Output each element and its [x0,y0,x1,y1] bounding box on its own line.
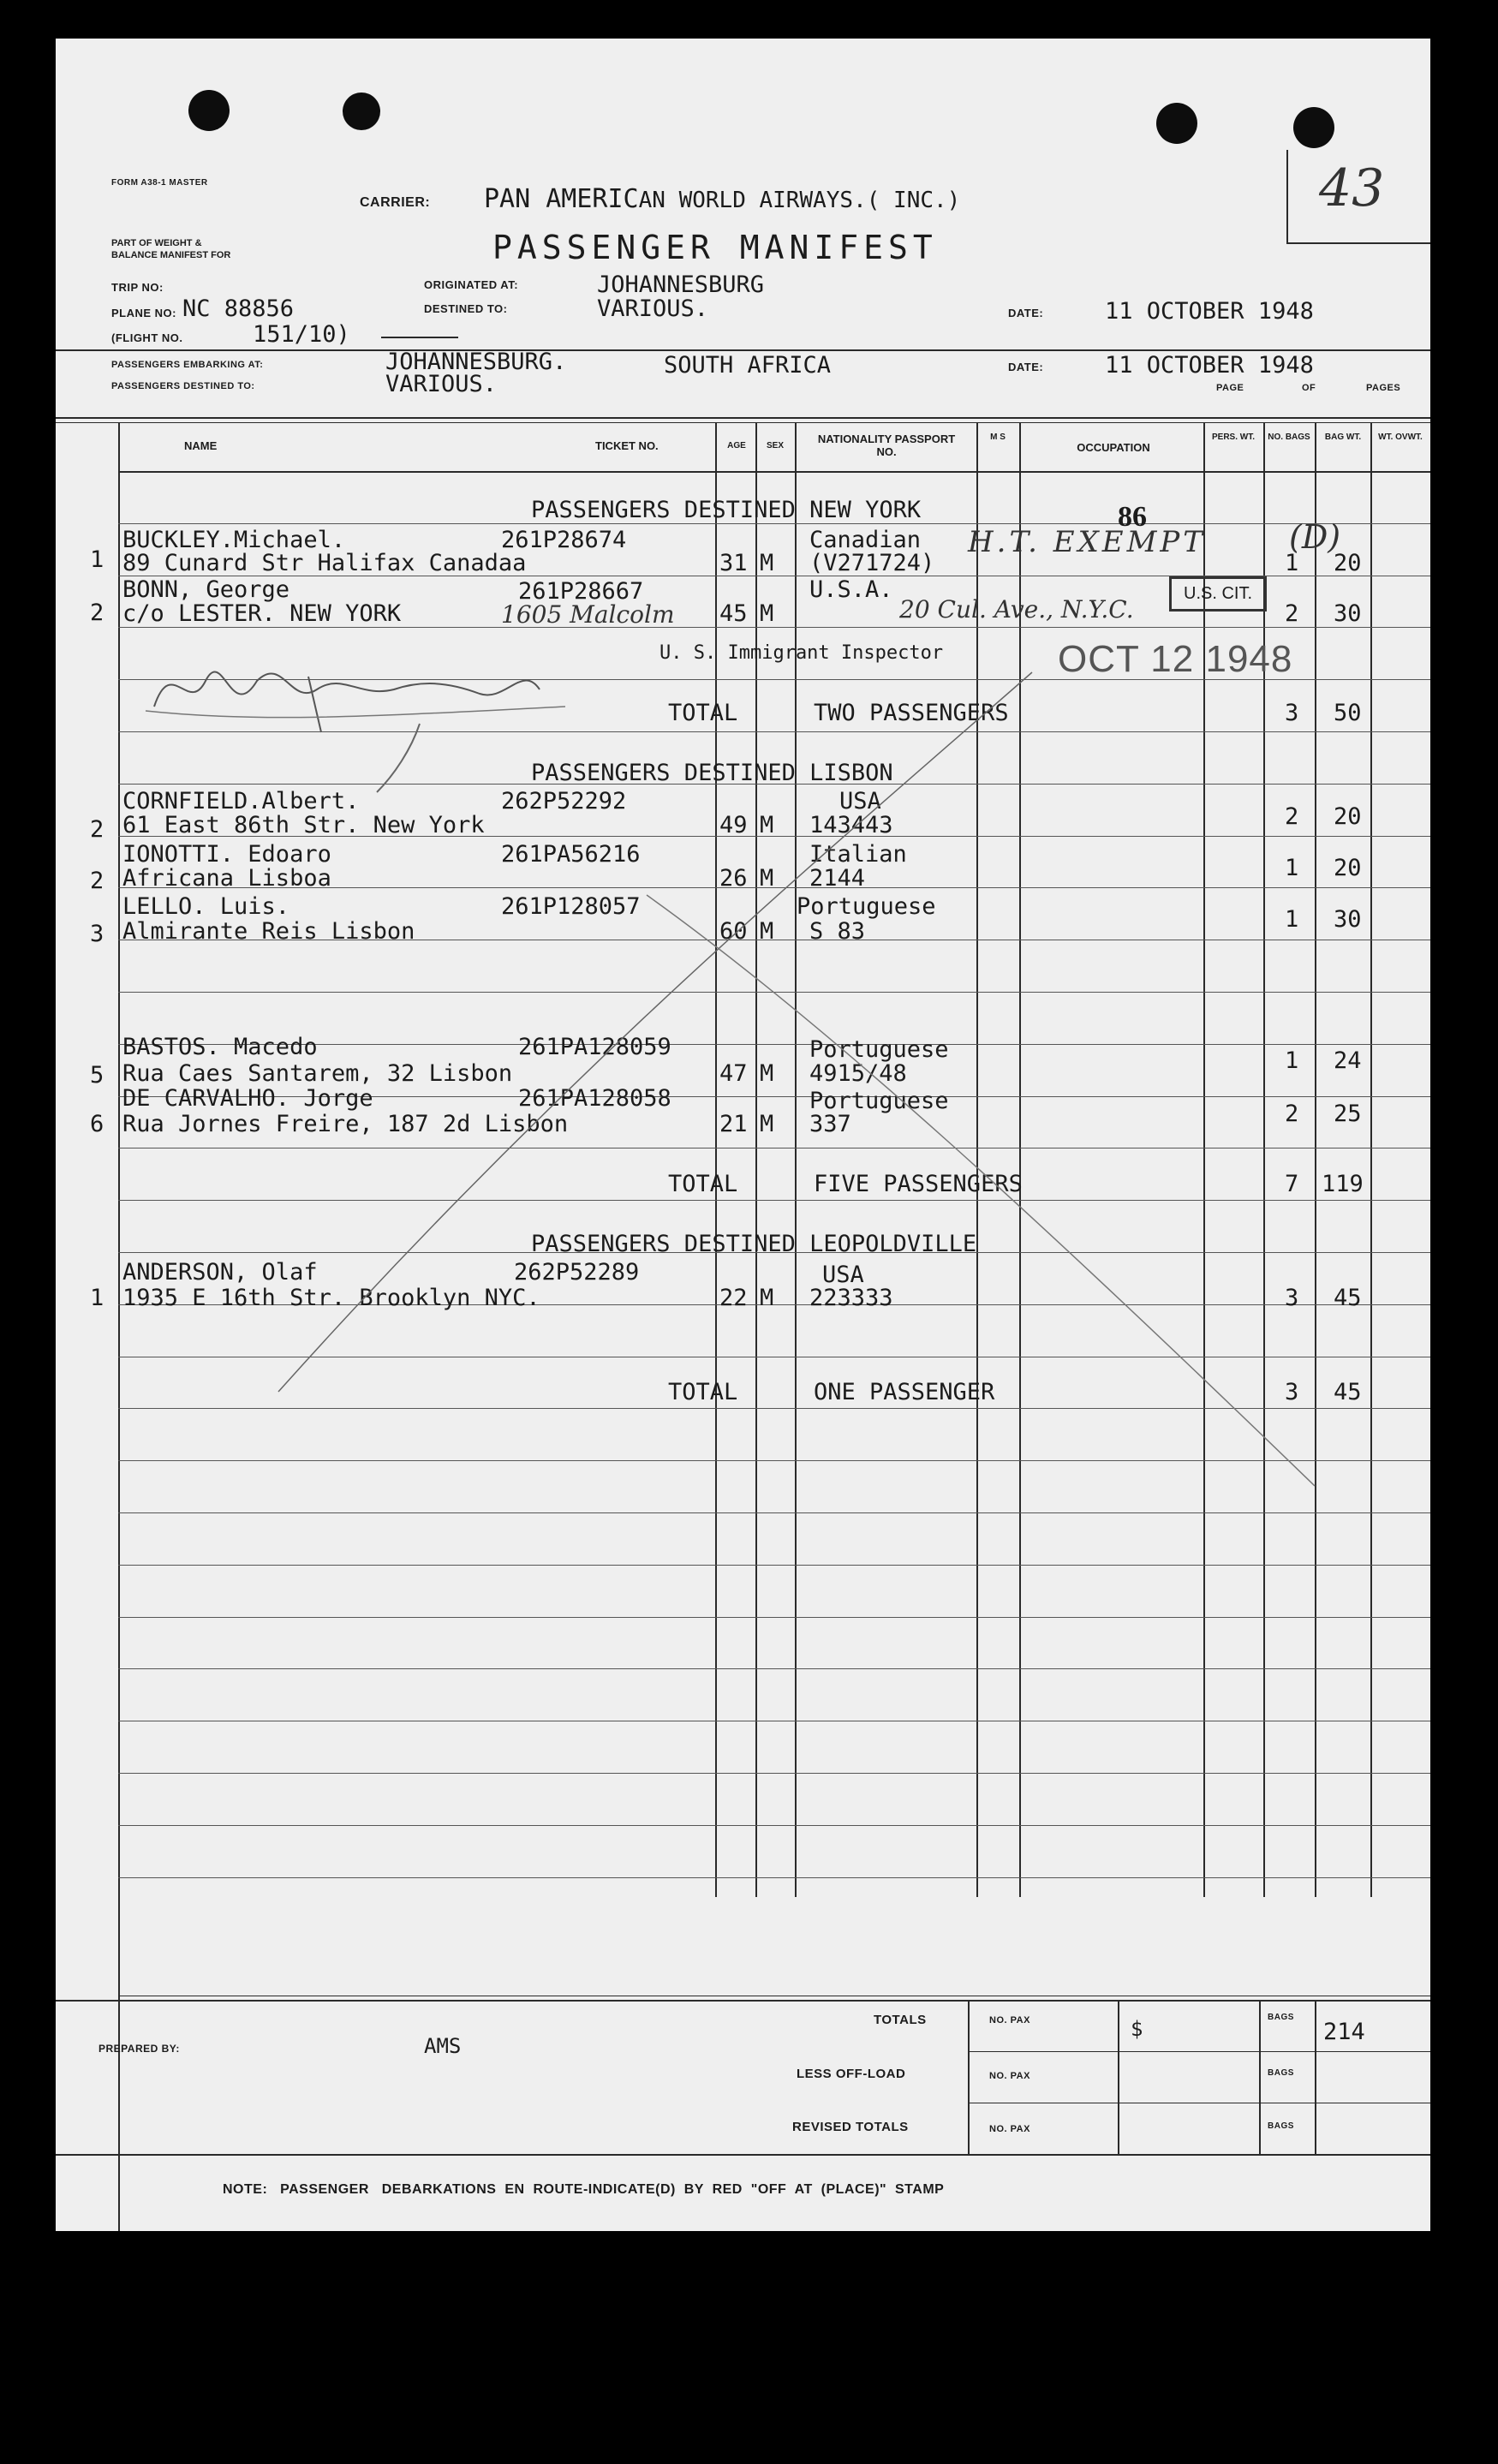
date-label-2: DATE: [1008,361,1044,373]
ticket-number: 261PA128058 [518,1085,671,1112]
passenger-address: c/o LESTER. NEW YORK [122,600,402,627]
destined-to-label: DESTINED TO: [424,302,508,315]
embarking-label: PASSENGERS EMBARKING AT: [111,360,264,370]
sex: M [760,600,774,627]
age: 49 [719,812,748,838]
sex: M [760,865,774,892]
nationality: Canadian [809,527,922,553]
prepared-by-label: PREPARED BY: [98,2043,180,2055]
col-pers-wt: PERS. WT. [1211,433,1255,442]
passenger-name: CORNFIELD.Albert. [122,788,360,814]
bags-label: BAGS [1268,2013,1294,2022]
flight-no-value: 151/10) [253,321,350,348]
bag-wt: 45 [1334,1285,1362,1311]
page-number: 43 [1319,158,1385,218]
bag-wt: 20 [1334,855,1362,881]
passport: 223333 [809,1285,893,1311]
strike-lines [56,39,1430,2231]
total-label: TOTAL [668,700,738,726]
age: 45 [719,600,748,627]
dollar-sign: $ [1131,2017,1143,2041]
passenger-address: 1935 E 16th Str. Brooklyn NYC. [122,1285,540,1311]
age: 60 [719,918,748,945]
originated-at-label: ORIGINATED AT: [424,278,519,291]
age: 26 [719,865,748,892]
inspector-stamp: U. S. Immigrant Inspector [659,642,944,664]
row-number: 2 [90,816,104,843]
carrier-label: CARRIER: [360,195,431,210]
no-bags: 1 [1285,855,1299,881]
bag-wt: 20 [1334,803,1362,830]
destined-value: VARIOUS. [385,371,498,397]
nationality: Portuguese [797,893,936,920]
row-number: 5 [90,1062,104,1089]
sex: M [760,550,774,576]
passenger-address: Rua Jornes Freire, 187 2d Lisbon [122,1111,569,1137]
us-cit-stamp: U.S. CIT. [1169,576,1267,612]
total-wt: 50 [1334,700,1362,726]
passenger-address: Almirante Reis Lisbon [122,918,415,945]
col-occupation: OCCUPATION [1077,441,1150,454]
handwritten-address-2: 20 Cul. Ave., N.Y.C. [899,595,1134,623]
part-of-label: PART OF WEIGHT & BALANCE MANIFEST FOR [111,238,231,260]
ticket-number: 261P28667 [518,578,644,605]
date-value-2: 11 OCTOBER 1948 [1105,352,1314,379]
no-bags: 1 [1285,550,1299,576]
age: 47 [719,1060,748,1087]
passenger-name: BASTOS. Macedo [122,1034,318,1060]
no-pax-label: NO. PAX [989,2015,1030,2025]
row-number: 6 [90,1111,104,1137]
passenger-name: IONOTTI. Edoaro [122,841,331,868]
footer-note: NOTE: PASSENGER DEBARKATIONS EN ROUTE-INDICATE(D) BY RED "OFF AT (PLACE)" STAMP [223,2182,945,2197]
col-no-bags: NO. BAGS [1268,433,1310,442]
row-number: 2 [90,600,104,626]
ticket-number: 261PA56216 [501,841,641,868]
bags-label: BAGS [1268,2121,1294,2131]
bag-wt: 30 [1334,906,1362,933]
count-note: 86 [1118,501,1147,533]
nationality: U.S.A. [809,576,893,603]
total-label: TOTAL [668,1379,738,1405]
bag-wt: 30 [1334,600,1362,627]
nationality: USA [822,1262,864,1288]
passenger-name: LELLO. Luis. [122,893,290,920]
row-number: 1 [90,1285,104,1311]
destined-label: PASSENGERS DESTINED TO: [111,381,255,391]
sex: M [760,1285,774,1311]
plane-no-label: PLANE NO: [111,307,176,319]
date-value: 11 OCTOBER 1948 [1105,298,1314,325]
total-bags-value: 214 [1323,2019,1365,2045]
no-bags: 2 [1285,803,1299,830]
page-label: PAGE [1216,383,1244,393]
bag-wt: 25 [1334,1101,1362,1127]
total-text: FIVE PASSENGERS [814,1171,1023,1197]
passport: 2144 [809,865,866,892]
sex: M [760,1060,774,1087]
total-text: ONE PASSENGER [814,1379,995,1405]
trip-no-label: TRIP NO: [111,281,164,294]
no-bags: 1 [1285,1047,1299,1074]
embarking-country: SOUTH AFRICA [664,352,832,379]
total-wt: 45 [1334,1379,1362,1405]
prepared-by-value: AMS [424,2034,462,2058]
pages-label: PAGES [1366,383,1401,393]
no-pax-label: NO. PAX [989,2124,1030,2134]
passenger-address: 61 East 86th Str. New York [122,812,485,838]
passenger-address: 89 Cunard Str Halifax Canadaa [122,550,527,576]
total-bags: 3 [1285,1379,1299,1405]
no-bags: 2 [1285,1101,1299,1127]
col-ticket: TICKET NO. [595,439,659,452]
less-offload-label: LESS OFF-LOAD [797,2067,906,2081]
passport: 143443 [809,812,893,838]
nationality: Portuguese [809,1088,949,1114]
handwritten-ht-exempt: H.T. EXEMPT [968,525,1206,559]
destined-to-value: VARIOUS. [597,295,709,322]
total-bags: 3 [1285,700,1299,726]
no-bags: 1 [1285,906,1299,933]
ticket-number: 261P28674 [501,527,627,553]
revised-totals-label: REVISED TOTALS [792,2120,909,2134]
section-heading-new-york: PASSENGERS DESTINED NEW YORK [531,497,922,523]
passport: 337 [809,1111,851,1137]
nationality: Italian [809,841,907,868]
nationality: USA [839,788,881,814]
form-number: FORM A38-1 MASTER [111,178,208,188]
passenger-name: BONN, George [122,576,290,603]
date-label: DATE: [1008,307,1044,319]
ticket-number: 261PA128059 [518,1034,671,1060]
nationality: Portuguese [809,1036,949,1063]
flight-no-label: (FLIGHT NO. [111,331,183,344]
originated-at-value: JOHANNESBURG [597,271,765,298]
passport: (V271724) [809,550,935,576]
age: 22 [719,1285,748,1311]
bag-wt: 24 [1334,1047,1362,1074]
bags-label: BAGS [1268,2068,1294,2078]
section-heading-leopoldville: PASSENGERS DESTINED LEOPOLDVILLE [531,1231,977,1257]
embarking-value: JOHANNESBURG. [385,349,567,375]
row-number: 1 [90,546,104,573]
total-label: TOTAL [668,1171,738,1197]
passenger-name: DE CARVALHO. Jorge [122,1085,373,1112]
no-bags: 3 [1285,1285,1299,1311]
col-name: NAME [184,439,218,452]
row-number: 3 [90,921,104,947]
section-heading-lisbon: PASSENGERS DESTINED LISBON [531,760,893,786]
ticket-number: 262P52289 [514,1259,640,1286]
handwritten-address: 1605 Malcolm [501,600,675,629]
date-stamp: OCT 12 1948 [1058,638,1293,680]
plane-no-value: NC 88856 [182,295,295,322]
sex: M [760,918,774,945]
col-nationality: NATIONALITY PASSPORT NO. [817,433,956,458]
age: 31 [719,550,748,576]
no-pax-label: NO. PAX [989,2071,1030,2081]
total-bags: 7 [1285,1171,1299,1197]
total-text: TWO PASSENGERS [814,700,1009,726]
handwritten-d: (D) [1289,518,1341,556]
bag-wt: 20 [1334,550,1362,576]
passenger-address: Rua Caes Santarem, 32 Lisbon [122,1060,513,1087]
manifest-page [56,39,1430,2231]
page-title: PASSENGER MANIFEST [492,229,938,266]
passenger-name: ANDERSON, Olaf [122,1259,318,1286]
passenger-address: Africana Lisboa [122,865,331,892]
totals-label: TOTALS [874,2013,927,2027]
carrier-value: PAN AMERICAN WORLD AIRWAYS.( INC.) [484,184,961,214]
no-bags: 2 [1285,600,1299,627]
sex: M [760,1111,774,1137]
passport: S 83 [809,918,866,945]
row-number: 2 [90,868,104,894]
sex: M [760,812,774,838]
col-wt-ovwt: WT. OVWT. [1378,433,1423,442]
passport: 4915/48 [809,1060,907,1087]
passenger-name: BUCKLEY.Michael. [122,527,346,553]
ticket-number: 262P52292 [501,788,627,814]
age: 21 [719,1111,748,1137]
col-sex: SEX [766,441,784,450]
ticket-number: 261P128057 [501,893,641,920]
col-age: AGE [727,441,746,450]
total-wt: 119 [1322,1171,1364,1197]
col-bag-wt: BAG WT. [1324,433,1362,442]
col-ms: M S [990,433,1006,442]
of-label: OF [1302,383,1316,393]
